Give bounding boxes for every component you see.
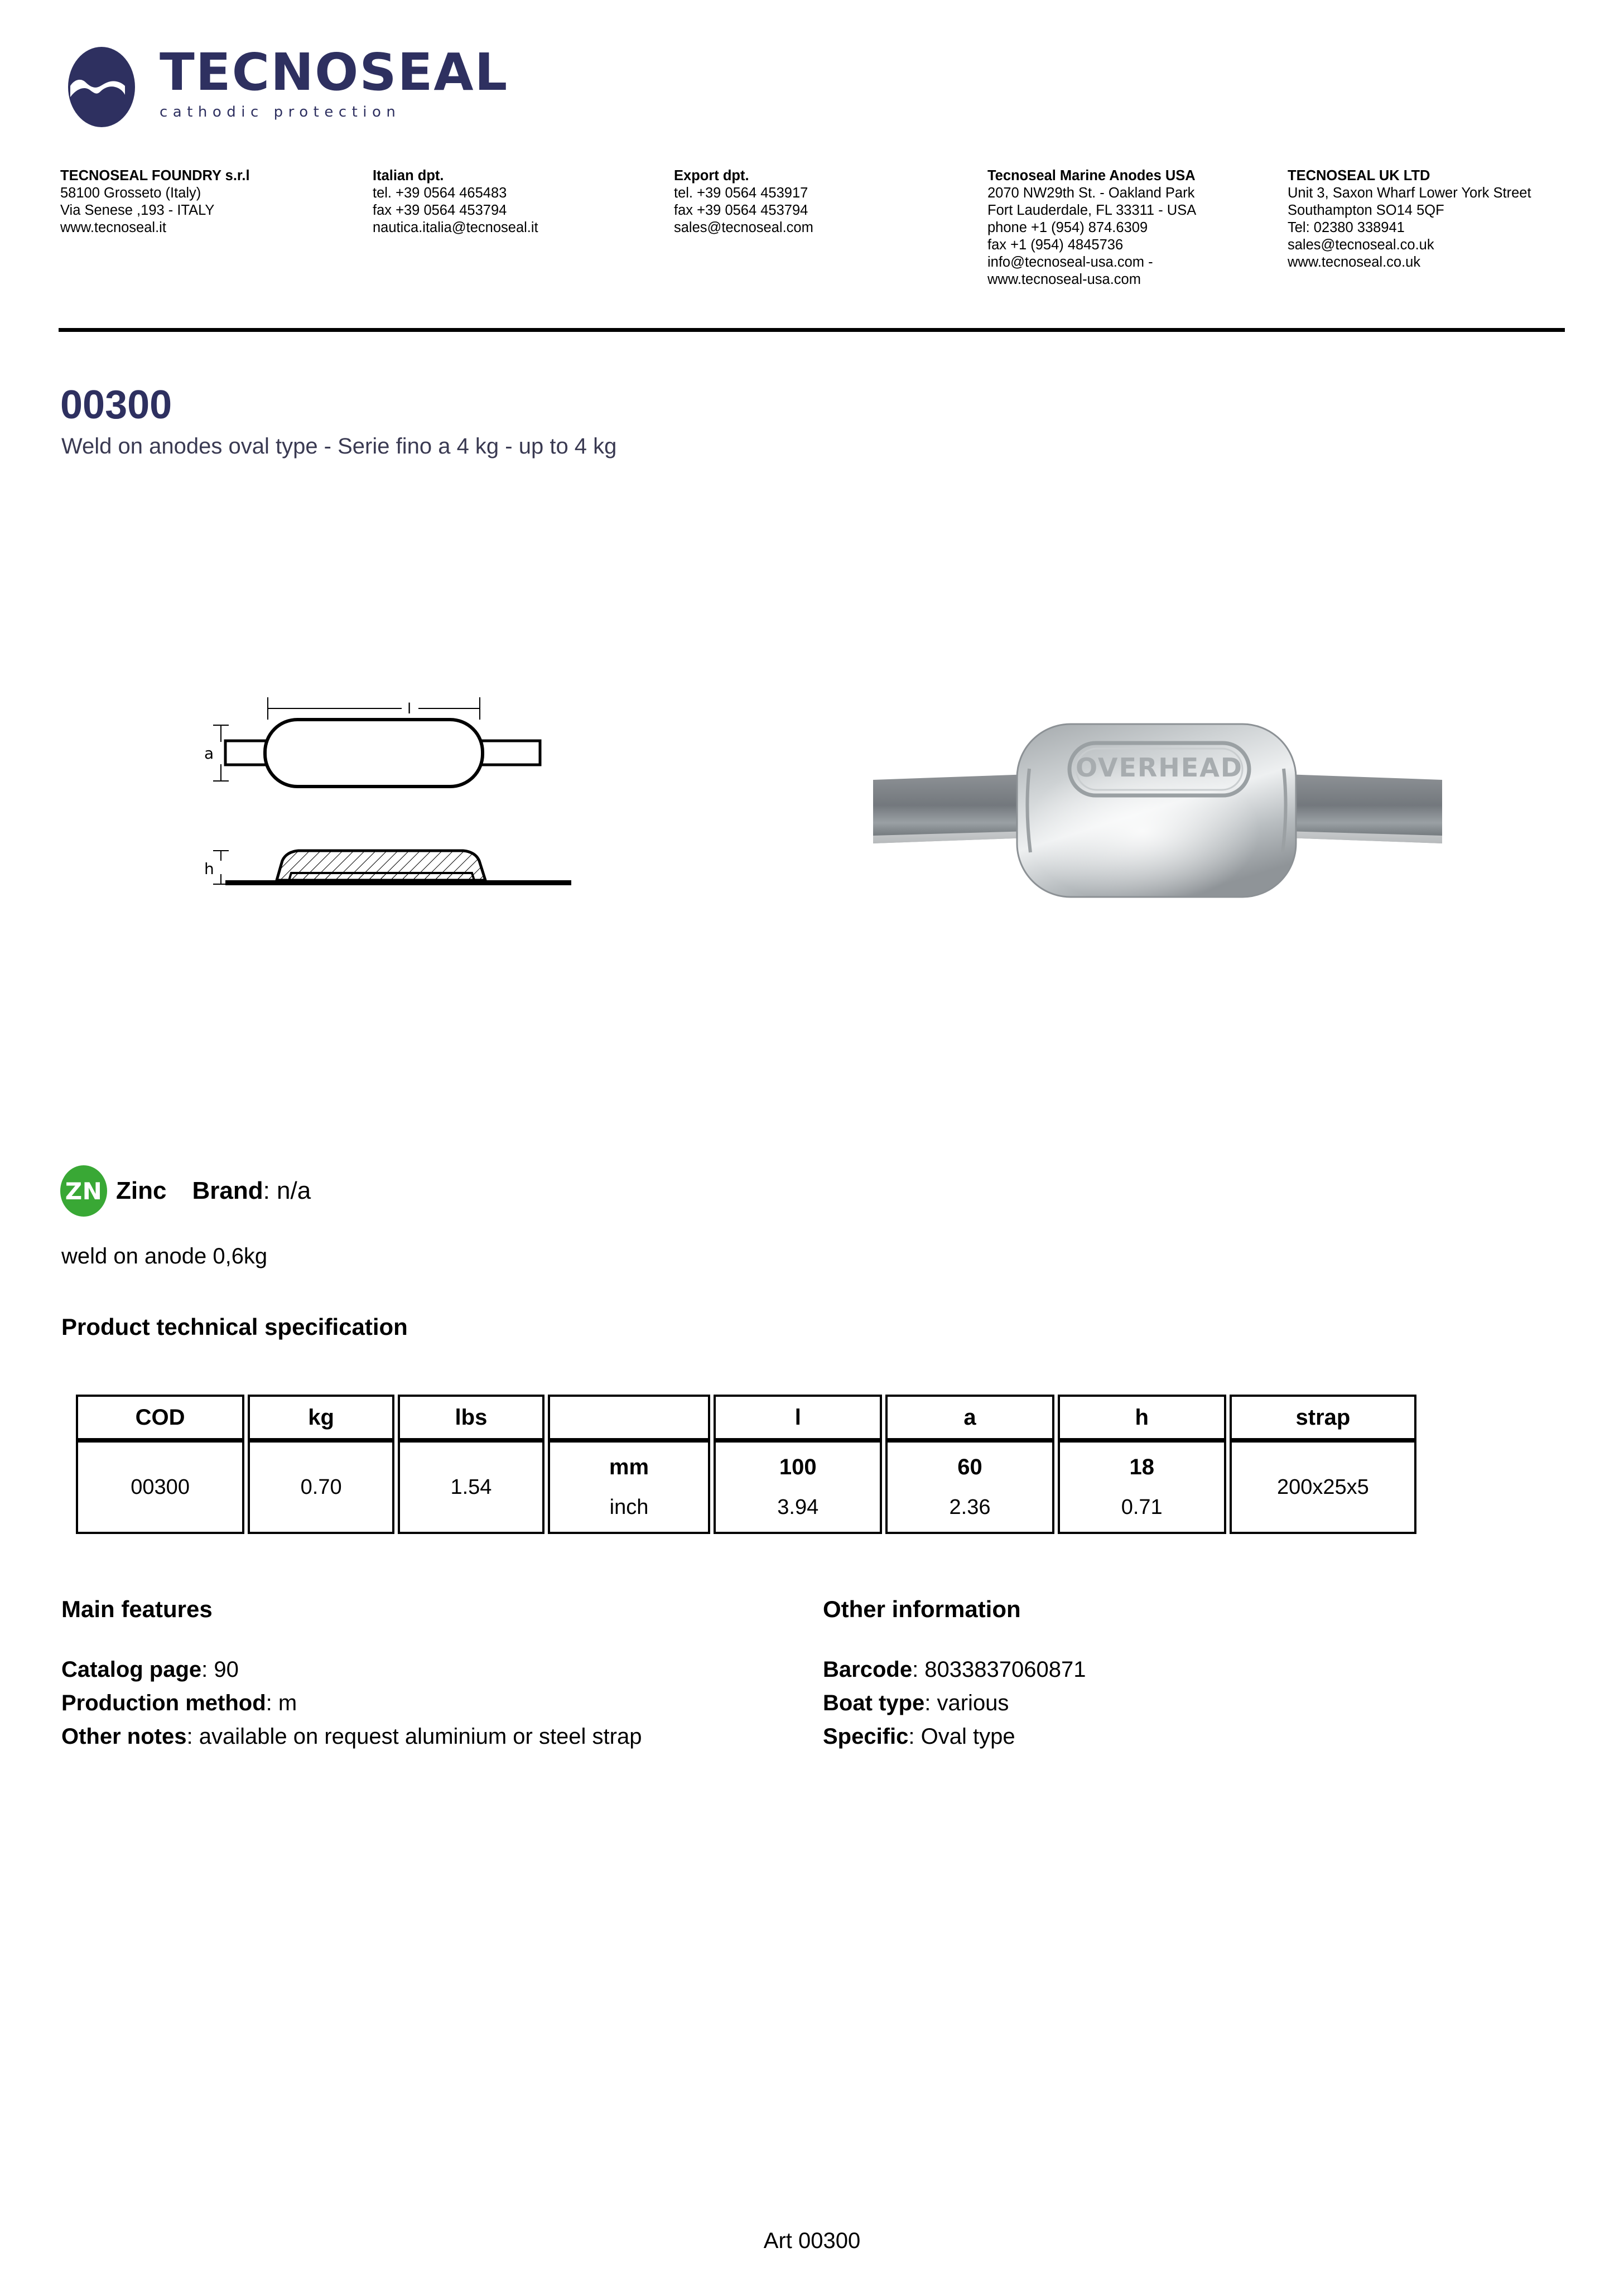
specific-line: Specific: Oval type (823, 1724, 1015, 1749)
contact-line: 2070 NW29th St. - Oakland Park (987, 185, 1195, 201)
brand-wordmark (160, 42, 509, 120)
contact-line: Unit 3, Saxon Wharf Lower York Street (1288, 185, 1531, 201)
col-header-unit (548, 1395, 710, 1440)
barcode-value: 8033837060871 (924, 1657, 1086, 1682)
cell-strap: 200x25x5 (1230, 1440, 1416, 1534)
brand-field-value: n/a (277, 1177, 311, 1204)
zinc-badge-icon: ZN (60, 1165, 107, 1217)
production-method-label: Production method (61, 1691, 266, 1715)
brand-colon: : (263, 1177, 277, 1204)
product-code: 00300 (60, 383, 172, 427)
catalog-page-line: Catalog page: 90 (61, 1657, 239, 1682)
cell-kg: 0.70 (248, 1440, 394, 1534)
col-header-kg: kg (248, 1395, 394, 1440)
unit-mm-label: mm (609, 1455, 649, 1479)
cell-cod: 00300 (76, 1440, 244, 1534)
contact-line[interactable]: sales@tecnoseal.com (674, 220, 813, 235)
contact-line: Via Senese ,193 - ITALY (60, 202, 215, 218)
specific-value: Oval type (921, 1724, 1015, 1749)
value-h-mm: 18 (1129, 1455, 1154, 1479)
cell-l (714, 1440, 882, 1534)
contact-line: fax +1 (954) 4845736 (987, 237, 1124, 253)
value-l-mm: 100 (779, 1455, 817, 1479)
specification-table (73, 1395, 1420, 1534)
emboss-text: OVERHEAD (1075, 753, 1244, 783)
value-l-inch: 3.94 (777, 1496, 819, 1519)
contact-line: 58100 Grosseto (Italy) (60, 185, 201, 201)
cell-a (885, 1440, 1054, 1534)
cell-lbs: 1.54 (398, 1440, 544, 1534)
brand-field-label: Brand (192, 1177, 263, 1204)
contact-block-uk (1288, 167, 1589, 271)
contact-block-usa (987, 167, 1278, 288)
dimension-label-a: a (204, 744, 214, 763)
tecnoseal-wave-logo-icon (60, 46, 143, 128)
value-a-mm: 60 (957, 1455, 982, 1479)
contact-line: Fort Lauderdale, FL 33311 - USA (987, 202, 1197, 218)
barcode-line: Barcode: 8033837060871 (823, 1657, 1086, 1682)
other-information-title: Other information (823, 1596, 1021, 1622)
material-name: Zinc (116, 1177, 167, 1204)
col-header-l: l (714, 1395, 882, 1440)
other-notes-line: Other notes: available on request aluminium or steel strap (61, 1724, 642, 1749)
production-method-value: m (278, 1691, 297, 1715)
specific-label: Specific (823, 1724, 909, 1749)
main-features-title: Main features (61, 1596, 213, 1622)
cell-units (548, 1440, 710, 1534)
contact-line: tel. +39 0564 465483 (373, 185, 507, 201)
page-footer: Art 00300 (763, 2229, 861, 2253)
boat-type-value: various (937, 1691, 1009, 1715)
material-note: weld on anode 0,6kg (61, 1244, 268, 1268)
table-row (76, 1440, 1416, 1534)
contact-line[interactable]: nautica.italia@tecnoseal.it (373, 220, 538, 235)
contact-line: phone +1 (954) 874.6309 (987, 220, 1148, 235)
contact-line: tel. +39 0564 453917 (674, 185, 808, 201)
catalog-page-value: 90 (214, 1657, 239, 1682)
product-description: Weld on anodes oval type - Serie fino a 4 kg - up to 4 kg (61, 434, 617, 459)
contact-line[interactable]: sales@tecnoseal.co.uk (1288, 237, 1434, 253)
contact-line[interactable]: www.tecnoseal.it (60, 220, 166, 235)
col-header-a: a (885, 1395, 1054, 1440)
col-header-lbs: lbs (398, 1395, 544, 1440)
contact-line: Southampton SO14 5QF (1288, 202, 1444, 218)
header-divider (59, 328, 1565, 332)
brand-logo (60, 42, 509, 127)
catalog-page-label: Catalog page (61, 1657, 202, 1682)
boat-type-line: Boat type: various (823, 1691, 1009, 1715)
contact-header (60, 167, 1567, 296)
contact-line[interactable]: www.tecnoseal.co.uk (1288, 254, 1421, 270)
contact-line[interactable]: info@tecnoseal-usa.com - (987, 254, 1153, 270)
barcode-label: Barcode (823, 1657, 913, 1682)
boat-type-label: Boat type (823, 1691, 925, 1715)
other-notes-label: Other notes (61, 1724, 187, 1749)
col-header-cod: COD (76, 1395, 244, 1440)
table-header-row (76, 1395, 1416, 1440)
contact-line[interactable]: www.tecnoseal-usa.com (987, 272, 1141, 287)
col-header-h: h (1058, 1395, 1226, 1440)
product-photo (862, 708, 1453, 915)
contact-title: Export dpt. (674, 168, 749, 184)
other-information-column (823, 1593, 1420, 1753)
contact-line: fax +39 0564 453794 (373, 202, 507, 218)
cell-h (1058, 1440, 1226, 1534)
contact-block-export (674, 167, 953, 237)
material-row (60, 1166, 311, 1216)
brand-tagline: cathodic protection (160, 104, 401, 120)
dimension-label-l: l (407, 701, 412, 717)
main-features-column (61, 1593, 787, 1753)
brand-name: TECNOSEAL (160, 42, 509, 102)
unit-inch-label: inch (609, 1496, 649, 1519)
value-a-inch: 2.36 (949, 1496, 991, 1519)
brand-field (192, 1177, 311, 1205)
technical-drawing (184, 667, 597, 906)
production-method-line: Production method: m (61, 1691, 297, 1715)
dimension-label-h: h (204, 860, 214, 878)
spec-heading: Product technical specification (61, 1314, 408, 1340)
contact-line: fax +39 0564 453794 (674, 202, 808, 218)
contact-title: TECNOSEAL FOUNDRY s.r.l (60, 168, 250, 184)
contact-title: TECNOSEAL UK LTD (1288, 168, 1430, 184)
contact-block-italian (373, 167, 652, 237)
value-h-inch: 0.71 (1121, 1496, 1163, 1519)
contact-line: Tel: 02380 338941 (1288, 220, 1405, 235)
other-notes-value: available on request aluminium or steel strap (199, 1724, 642, 1749)
col-header-strap: strap (1230, 1395, 1416, 1440)
contact-title: Tecnoseal Marine Anodes USA (987, 168, 1196, 184)
contact-title: Italian dpt. (373, 168, 444, 184)
contact-block-foundry (60, 167, 362, 237)
